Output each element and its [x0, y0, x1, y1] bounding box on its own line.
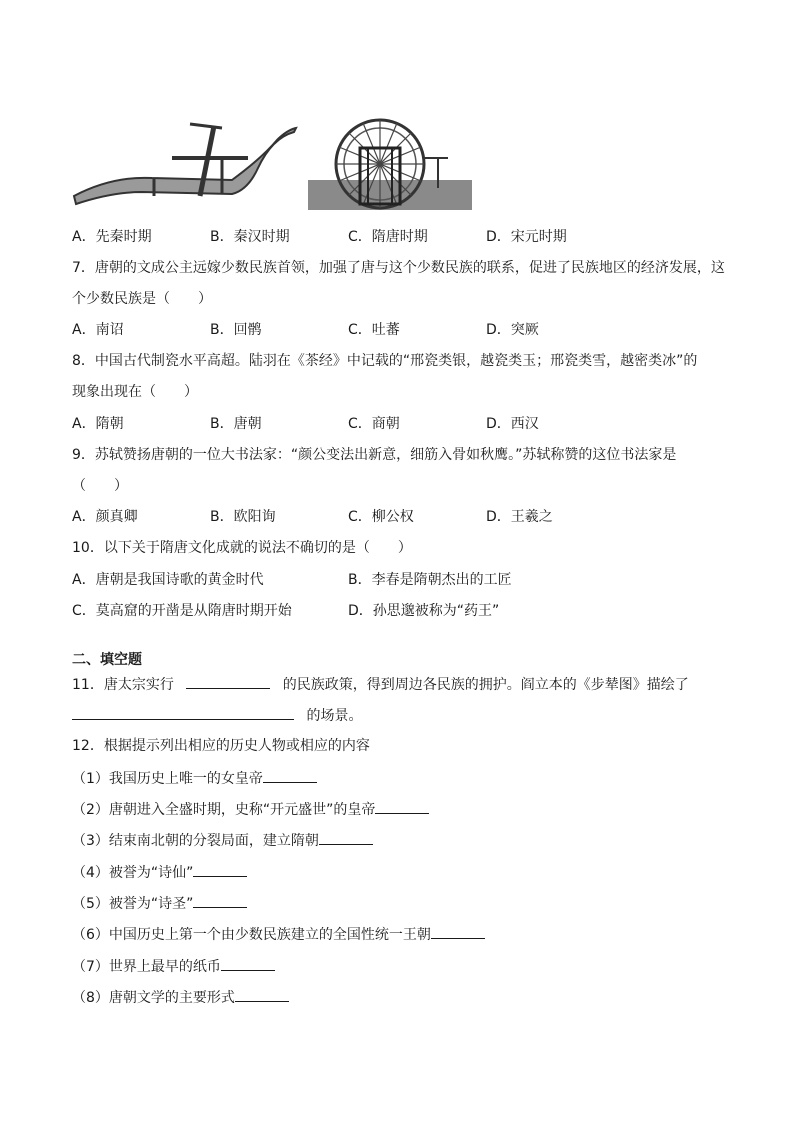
q7-stem-line2: 个少数民族是（ ）: [72, 291, 212, 307]
q12-item-5-text: （5）被誉为“诗圣”: [72, 896, 194, 912]
q12-item-1: [72, 768, 317, 789]
q12-item-2-text: （2）唐朝进入全盛时期，史称“开元盛世”的皇帝: [72, 802, 376, 818]
q12-stem: 12．根据提示列出相应的历史人物或相应的内容: [72, 738, 370, 754]
q10-stem: 10．以下关于隋唐文化成就的说法不确切的是（ ）: [72, 540, 412, 556]
q10-option-a: A．唐朝是我国诗歌的黄金时代: [72, 572, 264, 588]
q12-item-2-blank[interactable]: [375, 799, 429, 814]
q11-text-part1: 11．唐太宗实行: [72, 677, 174, 693]
q6-option-c: C．隋唐时期: [348, 229, 428, 245]
q8-stem-line2: 现象出现在（ ）: [72, 384, 198, 400]
q12-item-6-blank[interactable]: [431, 924, 485, 939]
q6-option-b: B．秦汉时期: [210, 229, 290, 245]
q8-option-c: C．商朝: [348, 416, 400, 432]
q11-text-part2: 的民族政策，得到周边各民族的拥护。阎立本的《步辇图》描绘了: [282, 677, 689, 693]
q12-item-8-blank[interactable]: [235, 987, 289, 1002]
q12-item-1-text: （1）我国历史上唯一的女皇帝: [72, 771, 263, 787]
q12-item-4: [72, 862, 247, 883]
q11-line1: [72, 674, 689, 695]
q12-item-6: [72, 924, 485, 945]
q8-option-a: A．隋朝: [72, 416, 124, 432]
q7-stem-line1: 7．唐朝的文成公主远嫁少数民族首领，加强了唐与这个少数民族的联系，促进了民族地区的经济发展，这: [72, 260, 725, 276]
q12-item-8: [72, 987, 289, 1008]
q12-item-4-blank[interactable]: [193, 862, 247, 877]
water-wheel-image: [308, 118, 472, 210]
q12-item-8-text: （8）唐朝文学的主要形式: [72, 990, 235, 1006]
q9-stem-line2: （ ）: [72, 478, 128, 494]
q6-option-d: D．宋元时期: [486, 229, 567, 245]
q12-item-5-blank[interactable]: [193, 893, 247, 908]
q12-item-7-blank[interactable]: [221, 956, 275, 971]
q11-blank-scene[interactable]: [72, 705, 294, 720]
q8-option-d: D．西汉: [486, 416, 539, 432]
q12-item-7: [72, 956, 275, 977]
q10-option-b: B．李春是隋朝杰出的工匠: [348, 572, 512, 588]
q12-item-4-text: （4）被誉为“诗仙”: [72, 865, 194, 881]
q11-line2: [72, 705, 362, 726]
q9-option-d: D．王羲之: [486, 509, 553, 525]
q7-option-d: D．突厥: [486, 322, 539, 338]
q12-item-6-text: （6）中国历史上第一个由少数民族建立的全国性统一王朝: [72, 927, 431, 943]
q12-item-3-text: （3）结束南北朝的分裂局面，建立隋朝: [72, 833, 319, 849]
q9-option-c: C．柳公权: [348, 509, 414, 525]
q10-option-d: D．孙思邈被称为“药王”: [348, 603, 500, 619]
q9-stem-line1: 9．苏轼赞扬唐朝的一位大书法家：“颜公变法出新意，细筋入骨如秋鹰。”苏轼称赞的这位书法家是: [72, 447, 677, 463]
q6-option-a: A．先秦时期: [72, 229, 152, 245]
q7-option-b: B．回鹘: [210, 322, 262, 338]
q12-item-1-blank[interactable]: [263, 768, 317, 783]
q12-item-7-text: （7）世界上最早的纸币: [72, 959, 221, 975]
q8-option-b: B．唐朝: [210, 416, 262, 432]
curved-plough-image: [72, 118, 298, 208]
q11-text-part3: 的场景。: [306, 708, 363, 724]
q9-option-a: A．颜真卿: [72, 509, 138, 525]
q12-item-3: [72, 830, 373, 851]
q12-item-5: [72, 893, 247, 914]
section-title-fill-in: 二、填空题: [72, 652, 142, 668]
q7-option-c: C．吐蕃: [348, 322, 400, 338]
q7-option-a: A．南诏: [72, 322, 124, 338]
q9-option-b: B．欧阳询: [210, 509, 276, 525]
q8-stem-line1: 8．中国古代制瓷水平高超。陆羽在《茶经》中记载的“邢瓷类银，越瓷类玉；邢瓷类雪，越密类冰”的: [72, 353, 698, 369]
q12-item-3-blank[interactable]: [319, 830, 373, 845]
q12-item-2: [72, 799, 429, 820]
q10-option-c: C．莫高窟的开凿是从隋唐时期开始: [72, 603, 292, 619]
q11-blank-policy[interactable]: [186, 674, 270, 689]
